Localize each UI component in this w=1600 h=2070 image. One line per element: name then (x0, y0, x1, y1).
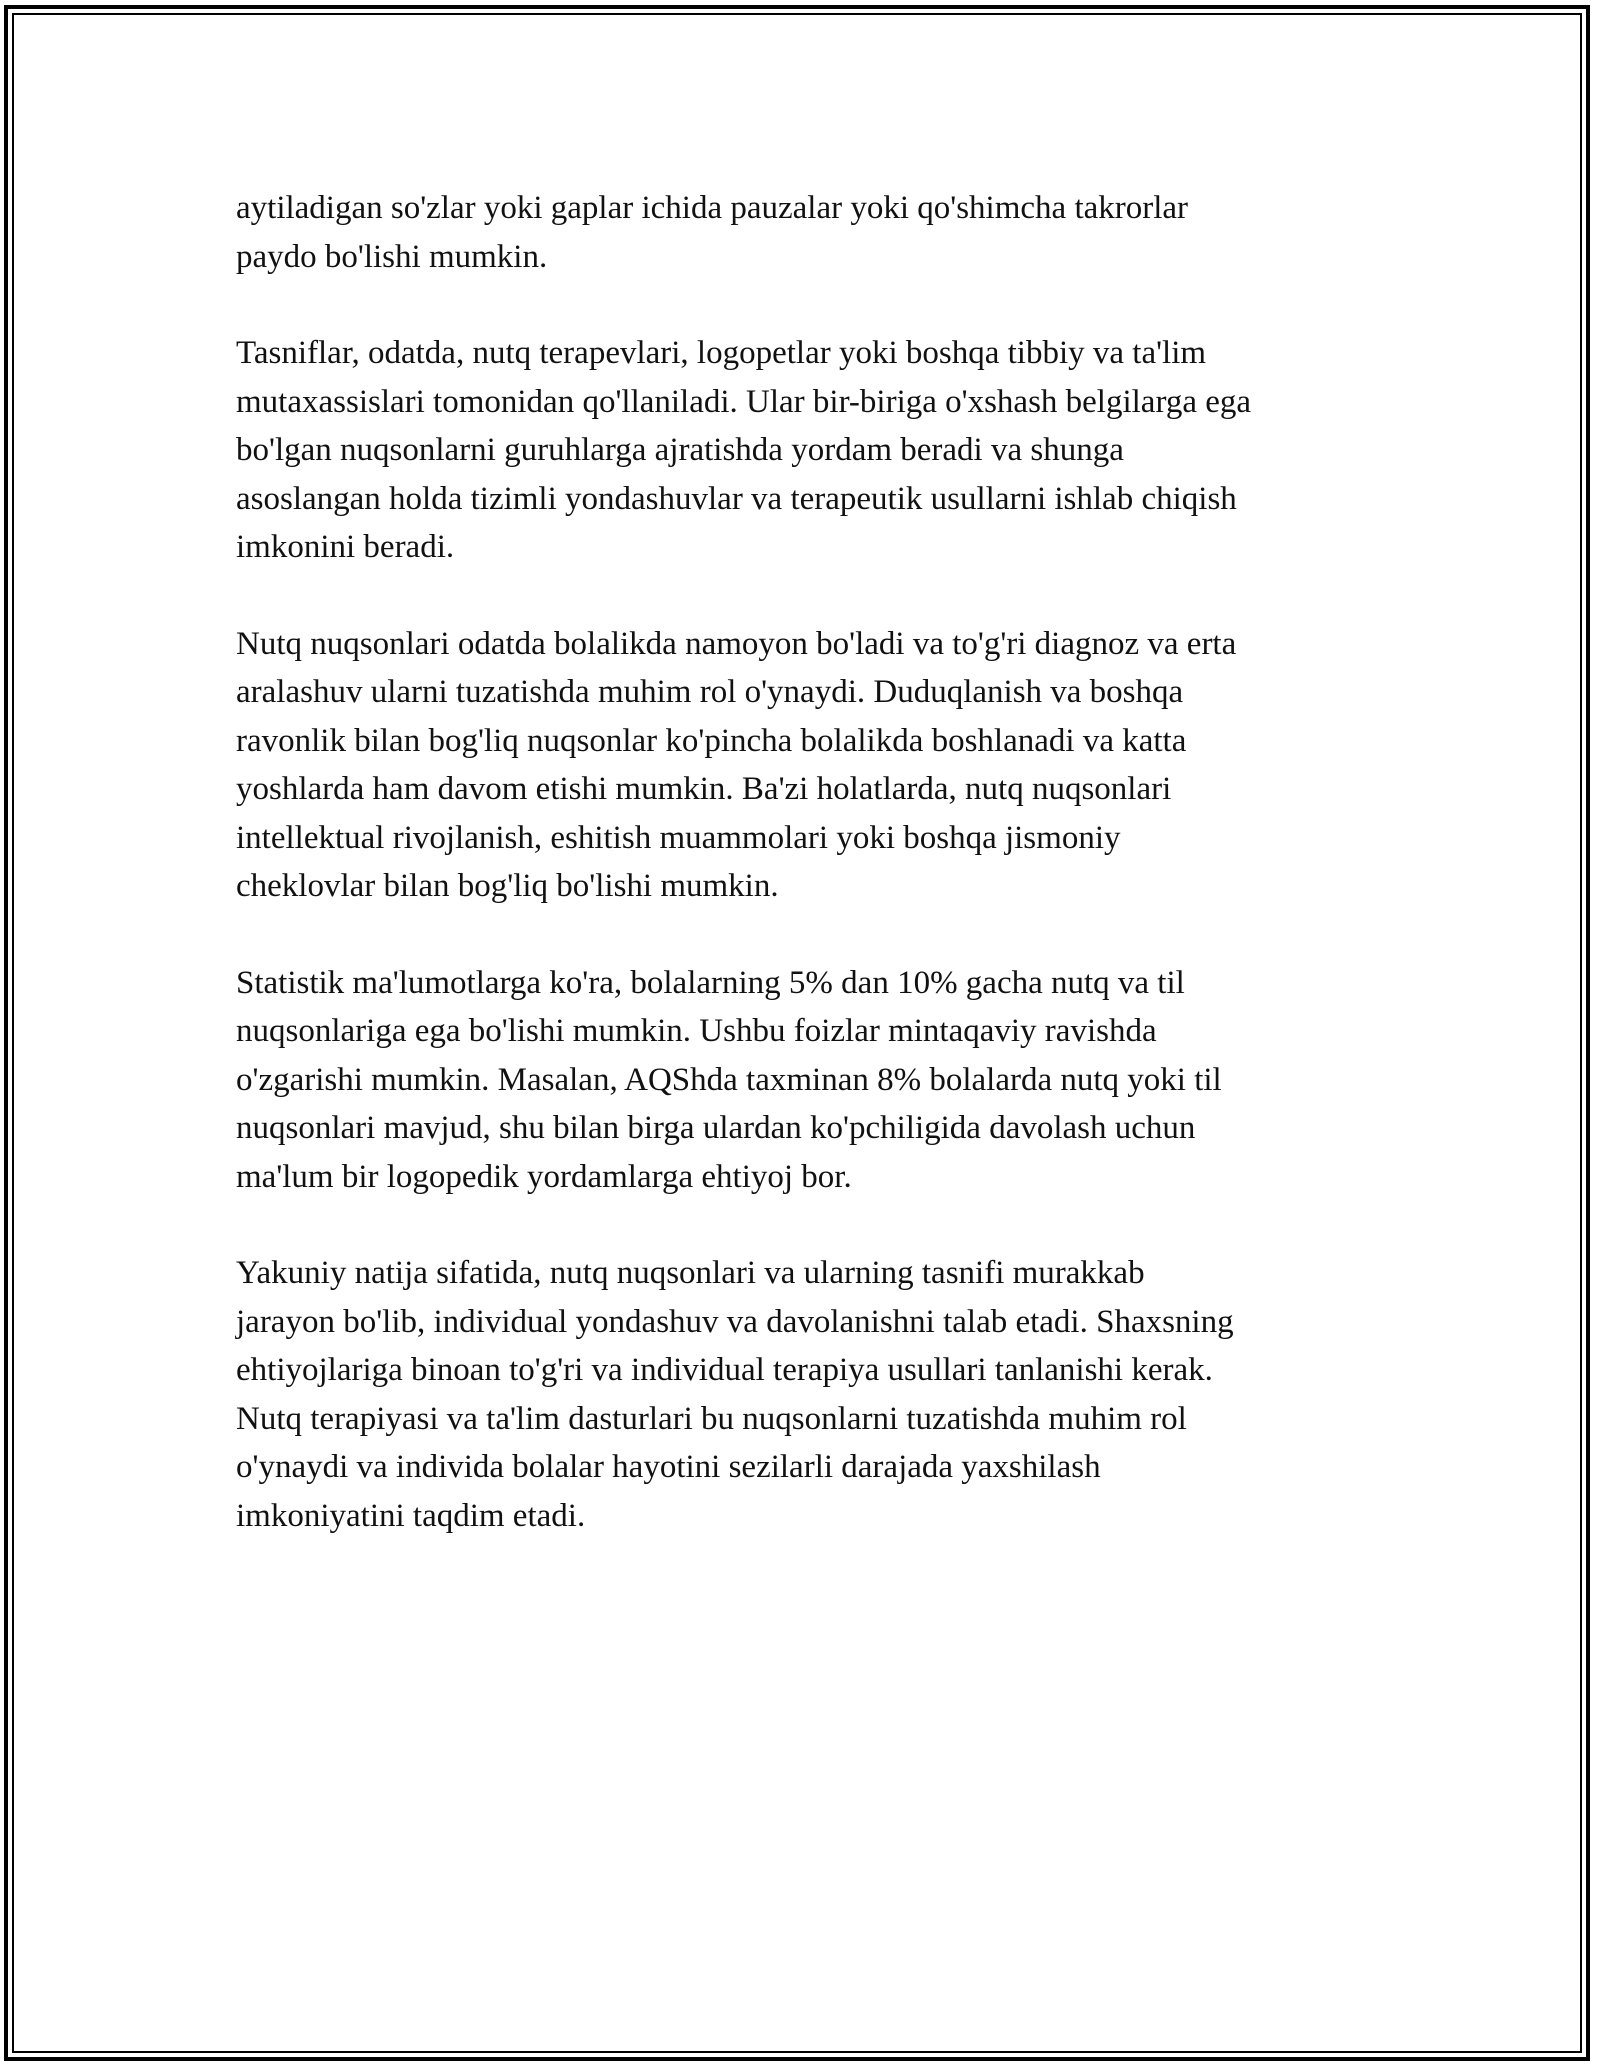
paragraph-1: aytiladigan so'zlar yoki gaplar ichida pauzalar yoki qo'shimcha takrorlar paydo bo'lishi mumkin. (236, 190, 1189, 275)
paragraph-3: Nutq nuqsonlari odatda bolalikda namoyon bo'ladi va to'g'ri diagnoz va erta aralashuv ularni tuzatishda muhim rol o'ynaydi. Duduqlanish va boshqa ravonlik bilan bog'liq nuqsonlar ko'pincha bolalikda boshlanadi va katta yoshlarda ham davom etishi mumkin. Ba'zi holatlarda, nutq nuqsonlari intellektual rivojlanish, eshitish muammolari yoki boshqa jismoniy cheklovlar bilan bog'liq bo'lishi mumkin. (236, 625, 1237, 904)
document-body (236, 184, 1376, 1540)
paragraph-4: Statistik ma'lumotlarga ko'ra, bolalarning 5% dan 10% gacha nutq va til nuqsonlariga ega bo'lishi mumkin. Ushbu foizlar mintaqaviy ravishda o'zgarishi mumkin. Masalan, AQShda taxminan 8% bolalarda nutq yoki til nuqsonlari mavjud, shu bilan birga ulardan ko'pchiligida davolash uchun ma'lum bir logopedik yordamlarga ehtiyoj bor. (236, 964, 1222, 1195)
paragraph-2: Tasniflar, odatda, nutq terapevlari, logopetlar yoki boshqa tibbiy va ta'lim mutaxassislari tomonidan qo'llaniladi. Ular bir-biriga o'xshash belgilarga ega bo'lgan nuqsonlarni guruhlarga ajratishda yordam beradi va shunga asoslangan holda tizimli yondashuvlar va terapeutik usullarni ishlab chiqish imkonini beradi. (236, 335, 1252, 565)
paragraph-5: Yakuniy natija sifatida, nutq nuqsonlari va ularning tasnifi murakkab jarayon bo'lib, individual yondashuv va davolanishni talab etadi. Shaxsning ehtiyojlariga binoan to'g'ri va individual terapiya usullari tanlanishi kerak. Nutq terapiyasi va ta'lim dasturlari bu nuqsonlarni tuzatishda muhim rol o'ynaydi va individa bolalar hayotini sezilarli darajada yaxshilash imkoniyatini taqdim etadi. (236, 1255, 1234, 1534)
